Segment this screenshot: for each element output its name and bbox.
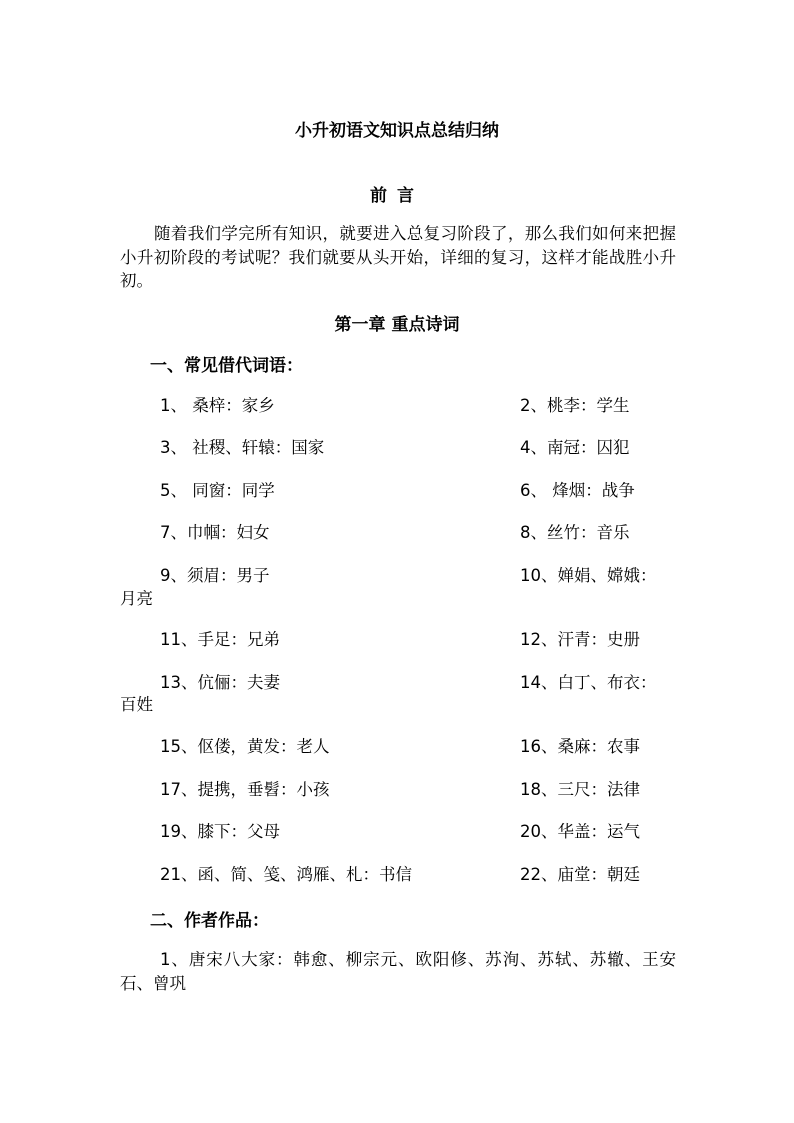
list-item: 16、桑麻：农事 [520,737,640,756]
list-item: 10、婵娟、嫦娥： [520,566,657,585]
list-item: 22、庙堂：朝廷 [520,865,640,884]
list-item: 2、桃李：学生 [520,396,630,415]
list-item: 8、丝竹：音乐 [520,523,630,542]
preface-heading: 前言 [370,186,424,206]
list-item-continuation: 百姓 [120,695,153,714]
list-item: 3、 社稷、轩辕：国家 [160,438,325,457]
list-item: 1、 桑梓：家乡 [160,396,275,415]
list-item: 14、白丁、布衣： [520,673,657,692]
list-item: 20、华盖：运气 [520,822,640,841]
list-item: 13、伉俪：夫妻 [160,673,280,692]
list-item: 9、须眉：男子 [160,566,270,585]
list-item: 21、函、简、笺、鸿雁、札：书信 [160,865,412,884]
list-item: 5、 同窗：同学 [160,481,275,500]
chapter-heading: 第一章 重点诗词 [334,315,460,335]
list-item-continuation: 月亮 [120,589,153,608]
section-heading-metonymy: 一、常见借代词语： [150,356,303,376]
list-item: 17、提携，垂髫：小孩 [160,780,330,799]
list-item: 11、手足：兄弟 [160,630,280,649]
authors-paragraph: 1、唐宋八大家：韩愈、柳宗元、欧阳修、苏洵、苏轼、苏辙、王安石、曾巩 [120,950,676,993]
list-item: 18、三尺：法律 [520,780,640,799]
list-item: 6、 烽烟：战争 [520,481,635,500]
list-item: 19、膝下：父母 [160,822,280,841]
list-item: 12、汗青：史册 [520,630,640,649]
list-item: 15、伛偻，黄发：老人 [160,737,330,756]
section-heading-authors: 二、作者作品： [150,911,269,931]
list-item: 4、南冠：囚犯 [520,438,630,457]
document-title: 小升初语文知识点总结归纳 [295,121,499,141]
preface-paragraph: 随着我们学完所有知识，就要进入总复习阶段了，那么我们如何来把握小升初阶段的考试呢？我们就要从头开始，详细的复习，这样才能战胜小升初。 [120,224,676,290]
list-item: 7、巾帼：妇女 [160,523,270,542]
